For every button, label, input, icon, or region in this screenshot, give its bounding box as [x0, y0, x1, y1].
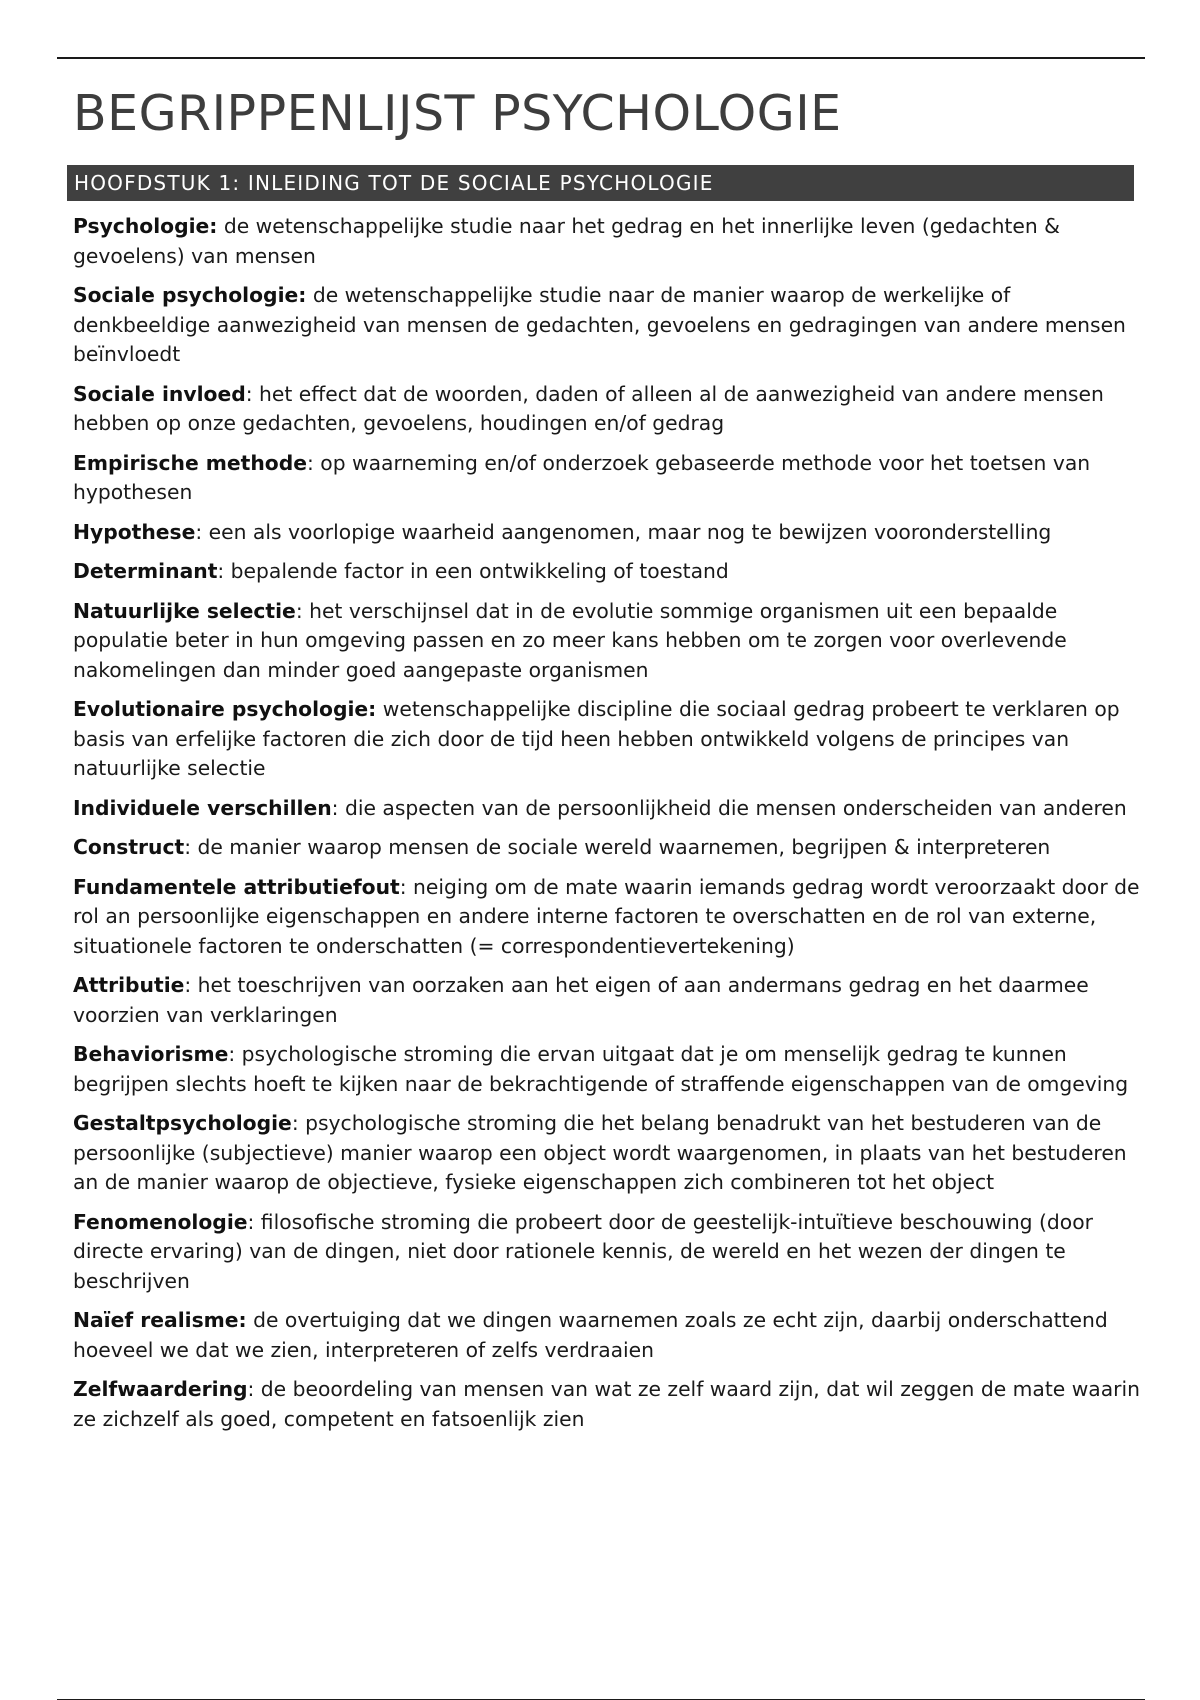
term-definition: : psychologische stroming die het belang benadrukt van het bestuderen van de persoonlijke (subjectieve) manier waarop een object wordt waargenomen, in plaats van het bestuderen an de manier waarop de objectieve, fysieke eigenschappen zich combineren tot het object — [73, 1111, 1127, 1194]
term-name: Determinant — [73, 559, 218, 583]
glossary-entry — [73, 971, 1143, 1030]
term-definition: : bepalende factor in een ontwikkeling of toestand — [217, 559, 729, 583]
term-definition: de wetenschappelijke studie naar de manier waarop de werkelijke of denkbeeldige aanwezigheid van mensen de gedachten, gevoelens en gedragingen van andere mensen beïnvloedt — [73, 283, 1126, 366]
term-name: Sociale invloed — [73, 381, 246, 406]
term-definition: : een als voorlopige waarheid aangenomen, maar nog te bewijzen vooronderstelling — [195, 519, 1052, 544]
term-list — [73, 212, 1143, 1444]
glossary-entry — [73, 212, 1143, 271]
term-definition: : psychologische stroming die ervan uitgaat dat je om menselijk gedrag te kunnen begrijpen slechts hoeft te kijken naar de bekrachtigende of straffende eigenschappen van de omgeving — [73, 1042, 1129, 1096]
top-rule — [57, 57, 1145, 59]
term-name: Behaviorisme — [73, 1042, 229, 1066]
term-name: Sociale psychologie: — [73, 283, 307, 307]
glossary-entry — [73, 794, 1143, 824]
term-definition: : op waarneming en/of onderzoek gebaseerde methode voor het toetsen van hypothesen — [73, 450, 1091, 504]
glossary-entry — [73, 449, 1143, 508]
term-name: Psychologie: — [73, 214, 218, 238]
document-title: BEGRIPPENLIJST PSYCHOLOGIE — [73, 85, 842, 142]
chapter-heading-bar — [67, 165, 1134, 201]
glossary-entry — [73, 1109, 1143, 1198]
term-name: Fenomenologie — [73, 1209, 248, 1234]
term-definition: : het effect dat de woorden, daden of alleen al de aanwezigheid van andere mensen hebben op onze gedachten, gevoelens, houdingen en/of gedrag — [73, 381, 1104, 435]
term-definition: : het verschijnsel dat in de evolutie sommige organismen uit een bepaalde populatie beter in hun omgeving passen en zo meer kans hebben om te zorgen voor overlevende nakomelingen dan minder goed aangepaste organismen — [73, 598, 1067, 682]
term-name: Empirische methode — [73, 450, 307, 475]
term-name: Naïef realisme: — [73, 1308, 247, 1332]
term-name: Attributie — [73, 973, 185, 997]
glossary-entry — [73, 1208, 1143, 1297]
glossary-entry — [73, 281, 1143, 370]
glossary-entry — [73, 380, 1143, 439]
glossary-entry — [73, 557, 1143, 587]
term-name: Individuele verschillen — [73, 795, 332, 820]
chapter-heading: HOOFDSTUK 1: INLEIDING TOT DE SOCIALE PSYCHOLOGIE — [74, 171, 714, 195]
term-name: Natuurlijke selectie — [73, 598, 296, 623]
term-name: Gestaltpsychologie — [73, 1111, 292, 1135]
term-definition: de wetenschappelijke studie naar het gedrag en het innerlijke leven (gedachten & gevoelens) van mensen — [73, 214, 1060, 268]
glossary-entry — [73, 518, 1143, 548]
glossary-entry — [73, 1306, 1143, 1365]
term-definition: : het toeschrijven van oorzaken aan het eigen of aan andermans gedrag en het daarmee voorzien van verklaringen — [73, 973, 1089, 1027]
glossary-entry — [73, 1040, 1143, 1099]
glossary-entry — [73, 1375, 1143, 1434]
term-name: Evolutionaire psychologie: — [73, 697, 377, 721]
term-name: Construct — [73, 835, 185, 859]
term-name: Zelfwaardering — [73, 1377, 248, 1401]
glossary-entry — [73, 695, 1143, 784]
term-name: Hypothese — [73, 519, 196, 544]
term-definition: : de beoordeling van mensen van wat ze zelf waard zijn, dat wil zeggen de mate waarin ze zichzelf als goed, competent en fatsoenlijk zien — [73, 1377, 1140, 1431]
term-definition: wetenschappelijke discipline die sociaal gedrag probeert te verklaren op basis van erfelijke factoren die zich door de tijd heen hebben ontwikkeld volgens de principes van natuurlijke selectie — [73, 697, 1120, 780]
term-name: Fundamentele attributiefout — [73, 874, 400, 899]
term-definition: de overtuiging dat we dingen waarnemen zoals ze echt zijn, daarbij onderschattend hoeveel we dat we zien, interpreteren of zelfs verdraaien — [73, 1308, 1108, 1362]
term-definition: : de manier waarop mensen de sociale wereld waarnemen, begrijpen & interpreteren — [184, 835, 1051, 859]
term-definition: : filosofische stroming die probeert door de geestelijk-intuïtieve beschouwing (door directe ervaring) van de dingen, niet door rationele kennis, de wereld en het wezen der dingen te beschrijven — [73, 1209, 1093, 1293]
glossary-entry — [73, 597, 1143, 686]
glossary-entry — [73, 873, 1143, 962]
term-definition: : die aspecten van de persoonlijkheid die mensen onderscheiden van anderen — [331, 795, 1127, 820]
glossary-entry — [73, 833, 1143, 863]
term-definition: : neiging om de mate waarin iemands gedrag wordt veroorzaakt door de rol an persoonlijke eigenschappen en andere interne factoren te overschatten en de rol van externe, situationele factoren te onderschatten (= correspondentievertekening) — [73, 874, 1140, 958]
